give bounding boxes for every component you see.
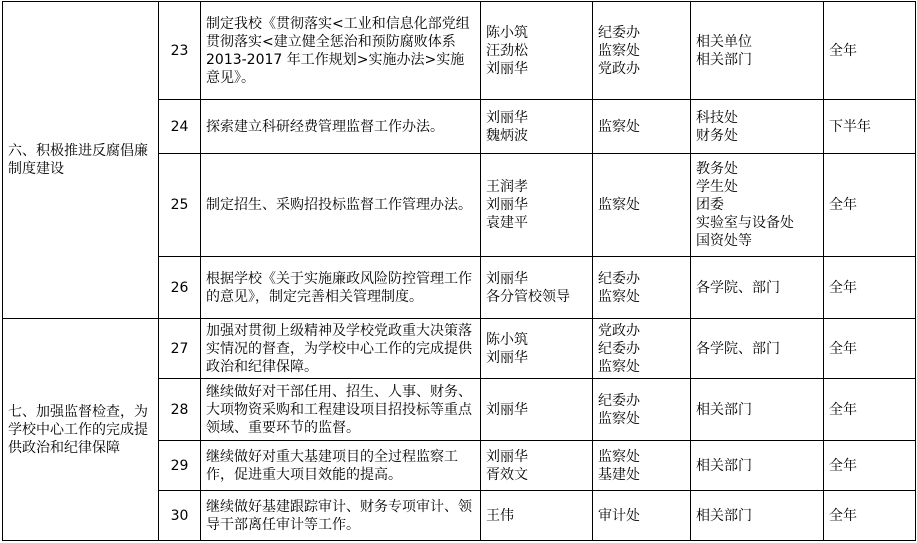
persons-cell xyxy=(481,2,593,100)
task-text: 制定我校《贯彻落实<工业和信息化部党组贯彻落实<建立健全惩治和预防腐败体系 2013-2017 年工作规划>实施办法>实施意见》。 xyxy=(206,15,470,86)
lead-dept: 纪委办 xyxy=(598,340,640,357)
lead-dept-cell xyxy=(593,100,691,154)
lead-dept: 监察处 xyxy=(598,42,640,59)
task-text: 继续做好对干部任用、招生、人事、财务、大项物资采购和工程建设项目招投标等重点领域、重要环节的监督。 xyxy=(206,383,472,436)
task-text: 加强对贯彻上级精神及学校党政重大决策落实情况的督查，为学校中心工作的完成提供政治和纪律保障。 xyxy=(206,322,472,375)
task-text: 探索建立科研经费管理监督工作办法。 xyxy=(206,118,444,135)
person-name: 王伟 xyxy=(486,507,514,524)
person-name: 汪劲松 xyxy=(486,42,528,59)
persons-cell xyxy=(481,257,593,319)
task-text: 继续做好基建跟踪审计、财务专项审计、领导干部离任审计等工作。 xyxy=(206,498,472,533)
lead-dept: 党政办 xyxy=(598,322,640,339)
lead-dept: 纪委办 xyxy=(598,24,640,41)
person-name: 魏炳波 xyxy=(486,127,528,144)
person-name: 刘丽华 xyxy=(486,401,528,418)
task-cell xyxy=(201,319,481,379)
category-cell xyxy=(3,2,159,319)
task-text: 制定招生、采购招投标监督工作管理办法。 xyxy=(206,197,472,213)
unit-name: 团委 xyxy=(696,197,724,213)
time-cell: 全年 xyxy=(824,441,916,491)
unit-name: 实验室与设备处 xyxy=(696,215,794,231)
units-cell xyxy=(691,100,824,154)
table-row xyxy=(3,2,916,100)
unit-name: 学生处 xyxy=(696,179,738,195)
row-number: 27 xyxy=(159,319,201,379)
time-cell: 全年 xyxy=(824,257,916,319)
unit-name: 各学院、部门 xyxy=(696,340,780,357)
person-name: 刘丽华 xyxy=(486,270,528,287)
task-text: 根据学校《关于实施廉政风险防控管理工作的意见》，制定完善相关管理制度。 xyxy=(206,270,472,305)
units-cell xyxy=(691,257,824,319)
person-name: 刘丽华 xyxy=(486,109,528,126)
task-cell xyxy=(201,491,481,541)
unit-name: 相关部门 xyxy=(696,401,752,418)
lead-dept-cell xyxy=(593,154,691,257)
lead-dept: 基建处 xyxy=(598,466,640,483)
table-row xyxy=(3,319,916,379)
person-name: 刘丽华 xyxy=(486,349,528,366)
unit-name: 科技处 xyxy=(696,109,738,126)
task-cell xyxy=(201,257,481,319)
category-label: 七、加强监督检查，为学校中心工作的完成提供政治和纪律保障 xyxy=(8,403,148,456)
persons-cell xyxy=(481,319,593,379)
time-cell: 全年 xyxy=(824,154,916,257)
time-cell: 全年 xyxy=(824,379,916,441)
task-text: 继续做好对重大基建项目的全过程监察工作，促进重大项目效能的提高。 xyxy=(206,448,458,483)
row-number: 25 xyxy=(159,154,201,257)
time-cell: 下半年 xyxy=(824,100,916,154)
task-cell xyxy=(201,379,481,441)
category-cell xyxy=(3,319,159,541)
persons-cell xyxy=(481,100,593,154)
unit-name: 相关部门 xyxy=(696,457,752,474)
row-number: 26 xyxy=(159,257,201,319)
units-cell xyxy=(691,154,824,257)
row-number: 28 xyxy=(159,379,201,441)
persons-cell xyxy=(481,154,593,257)
unit-name: 财务处 xyxy=(696,127,738,144)
lead-dept: 监察处 xyxy=(598,197,640,213)
units-cell xyxy=(691,441,824,491)
lead-dept: 监察处 xyxy=(598,118,640,135)
person-name: 刘丽华 xyxy=(486,197,528,213)
units-cell xyxy=(691,491,824,541)
person-name: 胥效文 xyxy=(486,466,528,483)
row-number: 23 xyxy=(159,2,201,100)
row-number: 30 xyxy=(159,491,201,541)
lead-dept-cell xyxy=(593,441,691,491)
lead-dept: 监察处 xyxy=(598,448,640,465)
time-cell: 全年 xyxy=(824,2,916,100)
person-name: 陈小筑 xyxy=(486,24,528,41)
lead-dept: 纪委办 xyxy=(598,270,640,287)
persons-cell xyxy=(481,379,593,441)
lead-dept-cell xyxy=(593,257,691,319)
lead-dept: 监察处 xyxy=(598,288,640,305)
unit-name: 相关部门 xyxy=(696,507,752,524)
unit-name: 国资处等 xyxy=(696,233,752,249)
unit-name: 各学院、部门 xyxy=(696,279,780,296)
category-label: 六、积极推进反腐倡廉制度建设 xyxy=(8,143,148,177)
person-name: 陈小筑 xyxy=(486,331,528,348)
unit-name: 相关部门 xyxy=(696,51,752,68)
lead-dept: 监察处 xyxy=(598,410,640,427)
person-name: 各分管校领导 xyxy=(486,288,570,305)
row-number: 24 xyxy=(159,100,201,154)
person-name: 刘丽华 xyxy=(486,448,528,465)
lead-dept-cell xyxy=(593,2,691,100)
lead-dept: 纪委办 xyxy=(598,392,640,409)
lead-dept: 监察处 xyxy=(598,358,640,375)
lead-dept-cell xyxy=(593,319,691,379)
unit-name: 教务处 xyxy=(696,161,738,177)
row-number: 29 xyxy=(159,441,201,491)
work-plan-table xyxy=(2,1,916,541)
persons-cell xyxy=(481,491,593,541)
lead-dept: 党政办 xyxy=(598,60,640,77)
time-cell: 全年 xyxy=(824,319,916,379)
person-name: 王润孝 xyxy=(486,179,528,195)
task-cell xyxy=(201,2,481,100)
persons-cell xyxy=(481,441,593,491)
units-cell xyxy=(691,379,824,441)
units-cell xyxy=(691,319,824,379)
task-cell xyxy=(201,154,481,257)
task-cell xyxy=(201,100,481,154)
task-cell xyxy=(201,441,481,491)
time-cell: 全年 xyxy=(824,491,916,541)
unit-name: 相关单位 xyxy=(696,33,752,50)
lead-dept-cell xyxy=(593,491,691,541)
person-name: 袁建平 xyxy=(486,215,528,231)
lead-dept-cell xyxy=(593,379,691,441)
units-cell xyxy=(691,2,824,100)
person-name: 刘丽华 xyxy=(486,60,528,77)
lead-dept: 审计处 xyxy=(598,507,640,524)
